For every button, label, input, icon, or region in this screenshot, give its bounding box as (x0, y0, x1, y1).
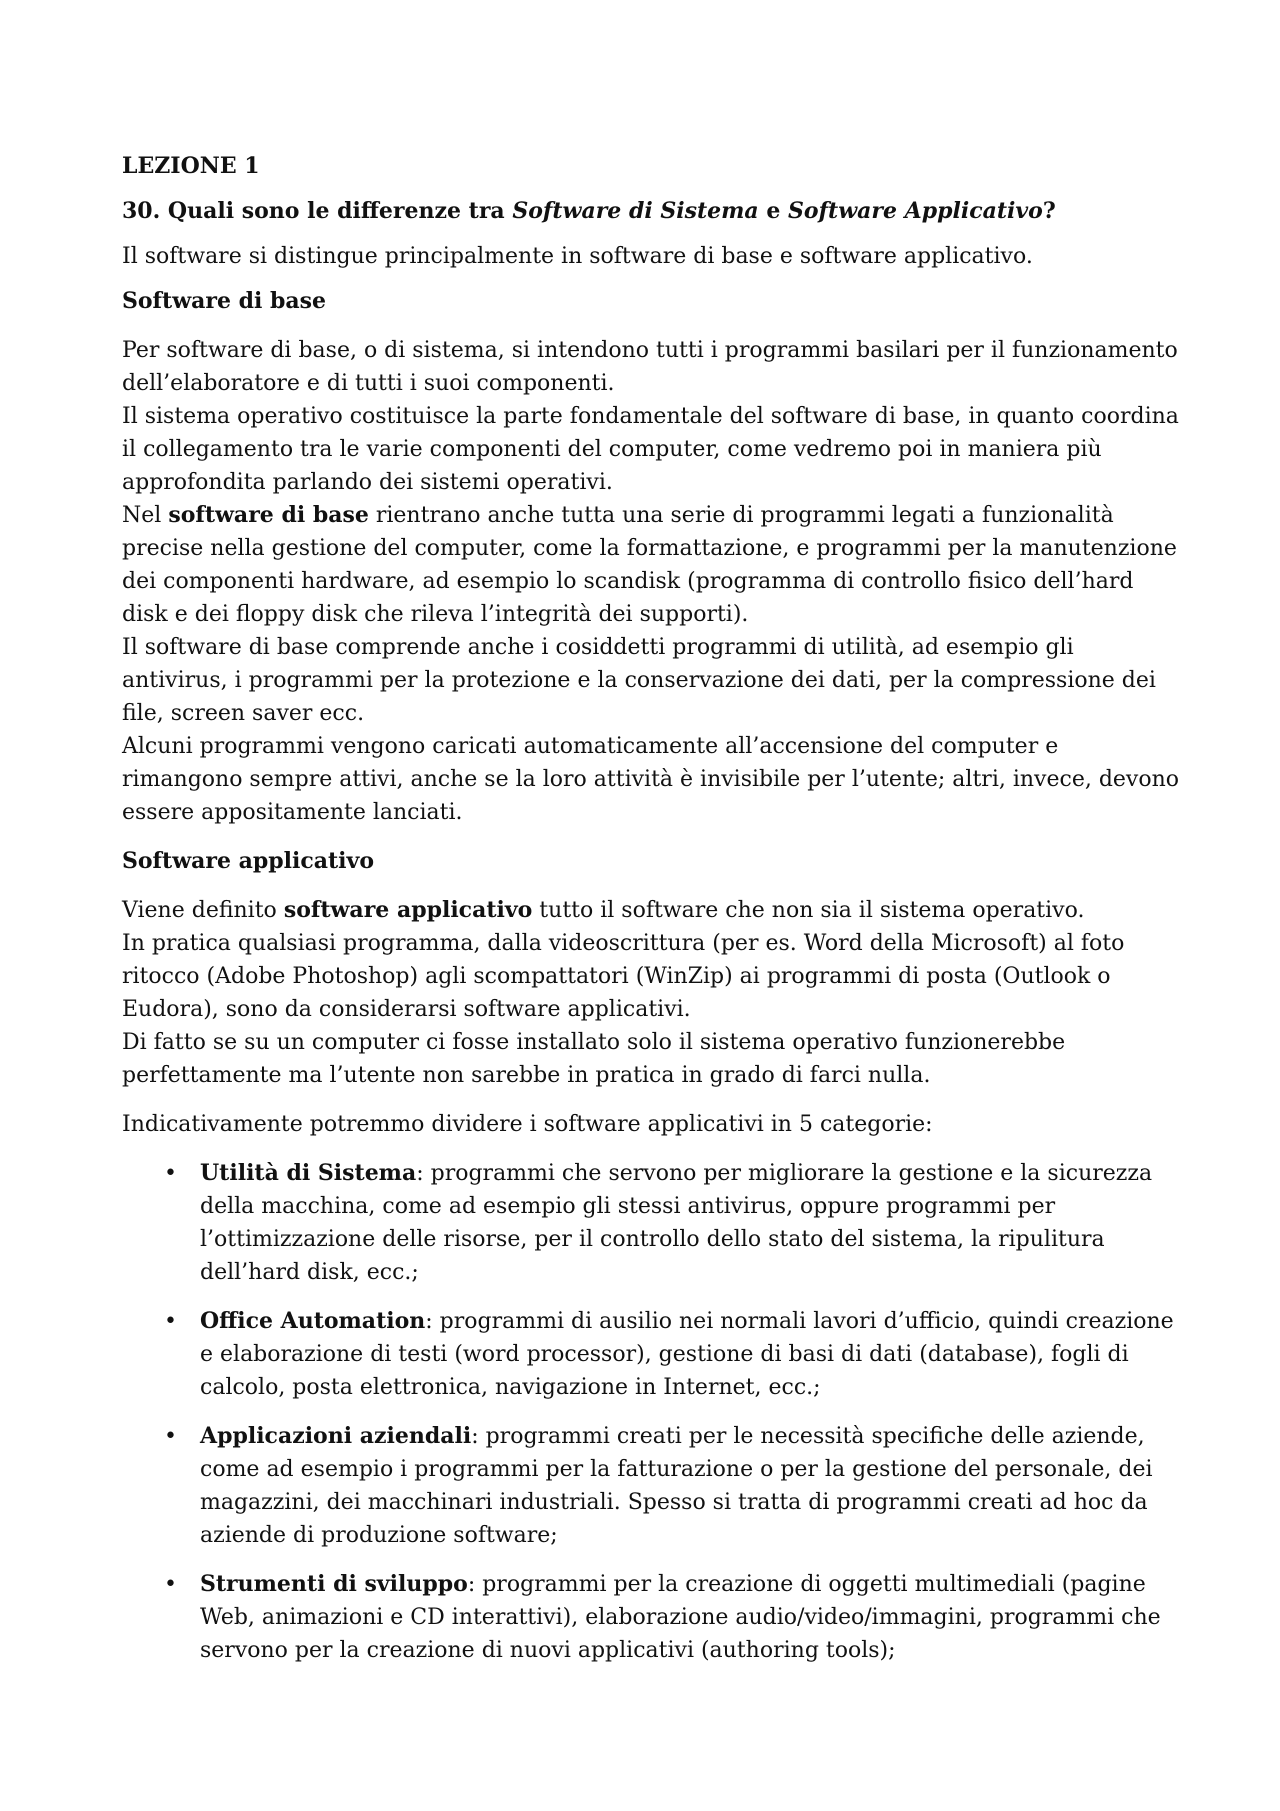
category-title: Applicazioni aziendali (200, 1423, 472, 1449)
text-line: il collegamento tra le varie componenti del computer, come vedremo poi in maniera più (122, 437, 1102, 462)
applicativo-paragraph (122, 894, 1180, 1092)
category-title: Strumenti di sviluppo (200, 1571, 468, 1597)
category-desc: : programmi che servono per migliorare la gestione e la sicurezza (416, 1161, 1153, 1186)
bullet-icon: • (164, 1161, 177, 1186)
def-prefix: Viene definito (122, 898, 284, 923)
bullet-icon: • (164, 1572, 177, 1597)
question-mid: e (758, 198, 789, 224)
text-line (200, 1568, 1180, 1601)
nel-bold-term: software di base (168, 502, 369, 528)
categories-intro: Indicativamente potremmo dividere i software applicativi in 5 categorie: (122, 1112, 933, 1137)
text-line: essere appositamente lanciati. (122, 800, 463, 825)
list-item (122, 1420, 1180, 1552)
text-line (200, 1420, 1180, 1453)
text-line: antivirus, i programmi per la protezione e la conservazione dei dati, per la compressione dei (122, 668, 1156, 693)
text-line: approfondita parlando dei sistemi operativi. (122, 470, 613, 495)
categories-list (122, 1157, 1180, 1667)
nel-prefix: Nel (122, 503, 169, 528)
text-line: Alcuni programmi vengono caricati automaticamente all’accensione del computer e (122, 734, 1059, 759)
text-line: dei componenti hardware, ad esempio lo scandisk (programma di controllo fisico dell’hard (122, 569, 1134, 594)
category-desc: : programmi di ausilio nei normali lavori d’ufficio, quindi creazione (425, 1309, 1174, 1334)
text-line (200, 1157, 1180, 1190)
text-line: perfettamente ma l’utente non sarebbe in pratica in grado di farci nulla. (122, 1063, 931, 1088)
text-line: precise nella gestione del computer, come la formattazione, e programmi per la manutenzione (122, 536, 1177, 561)
list-item (122, 1157, 1180, 1289)
text-line: dell’hard disk, ecc.; (200, 1260, 419, 1285)
text-line: Il sistema operativo costituisce la parte fondamentale del software di base, in quanto coordina (122, 404, 1179, 429)
text-line: Di fatto se su un computer ci fosse installato solo il sistema operativo funzionerebbe (122, 1030, 1066, 1055)
text-line (122, 499, 1180, 532)
text-line (122, 894, 1180, 927)
text-line: file, screen saver ecc. (122, 701, 365, 726)
text-line: disk e dei floppy disk che rileva l’integrità dei supporti). (122, 602, 749, 627)
list-item (122, 1568, 1180, 1667)
intro-paragraph: Il software si distingue principalmente in software di base e software applicativo. (122, 244, 1033, 269)
text-line: In pratica qualsiasi programma, dalla videoscrittura (per es. Word della Microsoft) al foto (122, 931, 1125, 956)
bullet-icon: • (164, 1309, 177, 1334)
section-heading-base: Software di base (122, 288, 327, 314)
text-line: della macchina, come ad esempio gli stessi antivirus, oppure programmi per (200, 1194, 1056, 1219)
text-line: aziende di produzione software; (200, 1523, 558, 1548)
list-item (122, 1305, 1180, 1404)
text-line: ritocco (Adobe Photoshop) agli scompattatori (WinZip) ai programmi di posta (Outlook o (122, 964, 1111, 989)
category-desc: : programmi per la creazione di oggetti multimediali (pagine (467, 1572, 1146, 1597)
question-prefix: 30. Quali sono le differenze tra (122, 198, 513, 224)
question-suffix: ? (1042, 198, 1056, 224)
section-heading-applicativo: Software applicativo (122, 848, 374, 874)
nel-suffix: rientrano anche tutta una serie di programmi legati a funzionalità (368, 503, 1114, 528)
def-bold-term: software applicativo (283, 897, 533, 923)
text-line: servono per la creazione di nuovi applicativi (authoring tools); (200, 1638, 896, 1663)
lesson-title: LEZIONE 1 (122, 153, 260, 179)
text-line: Il software di base comprende anche i cosiddetti programmi di utilità, ad esempio gli (122, 635, 1074, 660)
base-paragraph (122, 334, 1180, 829)
question-term-system: Software di Sistema (512, 198, 759, 224)
text-line: calcolo, posta elettronica, navigazione in Internet, ecc.; (200, 1375, 821, 1400)
text-line: Per software di base, o di sistema, si intendono tutti i programmi basilari per il funzionamento (122, 338, 1178, 363)
text-line: l’ottimizzazione delle risorse, per il controllo dello stato del sistema, la ripulitura (200, 1227, 1105, 1252)
text-line: Eudora), sono da considerarsi software applicativi. (122, 997, 691, 1022)
text-line: come ad esempio i programmi per la fatturazione o per la gestione del personale, dei (200, 1457, 1153, 1482)
category-desc: : programmi creati per le necessità specifiche delle aziende, (471, 1424, 1145, 1449)
text-line (200, 1305, 1180, 1338)
text-line: rimangono sempre attivi, anche se la loro attività è invisibile per l’utente; altri, invece, devono (122, 767, 1180, 792)
question-term-applicative: Software Applicativo (788, 198, 1043, 224)
category-title: Utilità di Sistema (200, 1160, 417, 1186)
category-title: Office Automation (200, 1308, 426, 1334)
question-heading (122, 195, 1180, 228)
text-line: dell’elaboratore e di tutti i suoi componenti. (122, 371, 615, 396)
text-line: e elaborazione di testi (word processor), gestione di basi di dati (database), fogli di (200, 1342, 1129, 1367)
text-line: Web, animazioni e CD interattivi), elaborazione audio/video/immagini, programmi che (200, 1605, 1161, 1630)
text-line: magazzini, dei macchinari industriali. Spesso si tratta di programmi creati ad hoc da (200, 1490, 1148, 1515)
bullet-icon: • (164, 1424, 177, 1449)
def-suffix: tutto il software che non sia il sistema operativo. (532, 898, 1085, 923)
